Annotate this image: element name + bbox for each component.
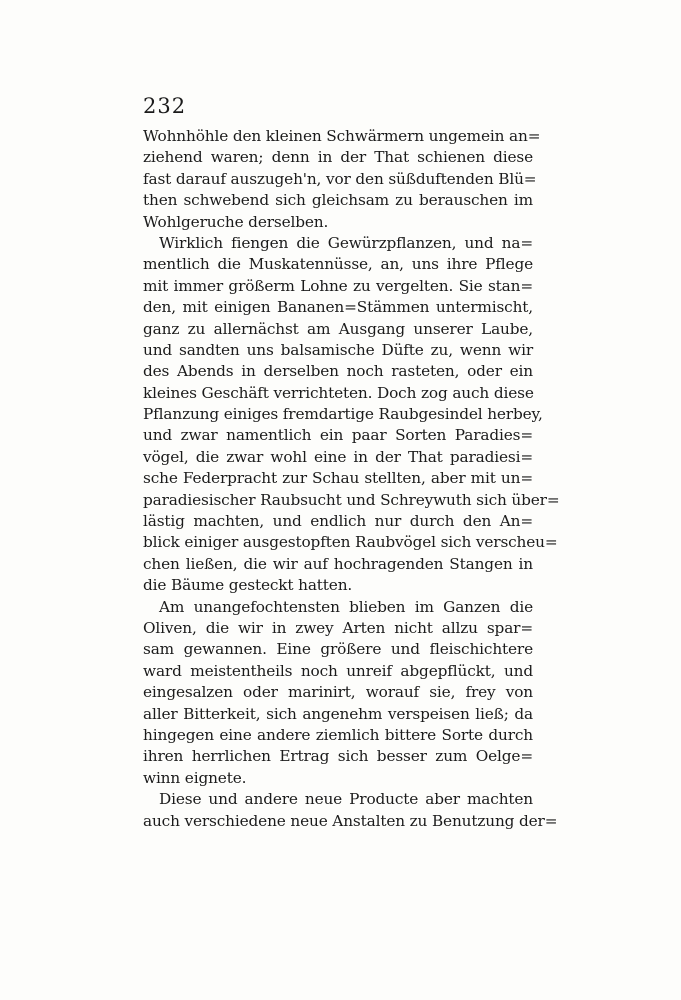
text-line: und zwar namentlich ein paar Sorten Paradies= (143, 426, 533, 445)
text-line: aller Bitterkeit, sich angenehm verspeisen ließ; da (143, 704, 533, 723)
text-line: mentlich die Muskatennüsse, an, uns ihre Pflege (143, 255, 533, 274)
text-line: ihren herrlichen Ertrag sich besser zum Oelge= (143, 747, 533, 766)
text-line: ganz zu allernächst am Ausgang unserer Laube, (143, 319, 533, 338)
text-line: fast darauf auszugeh'n, vor den süßduftenden Blü= (143, 169, 537, 188)
text-line: hingegen eine andere ziemlich bittere Sorte durch (143, 725, 533, 744)
text-line: Oliven, die wir in zwey Arten nicht allzu spar= (143, 618, 533, 637)
text-line: eingesalzen oder marinirt, worauf sie, frey von (143, 683, 533, 702)
text-line: paradiesischer Raubsucht und Schreywuth sich über= (143, 490, 560, 509)
text-line: auch verschiedene neue Anstalten zu Benutzung der= (143, 811, 558, 830)
text-line: vögel, die zwar wohl eine in der That paradiesi= (143, 447, 533, 466)
text-line: Diese und andere neue Producte aber machten (159, 790, 533, 809)
text-line: kleines Geschäft verrichteten. Doch zog auch diese (143, 383, 534, 402)
text-line: und sandten uns balsamische Düfte zu, wenn wir (143, 340, 533, 359)
text-line: den, mit einigen Bananen=Stämmen untermischt, (143, 298, 533, 317)
text-line: Wohnhöhle den kleinen Schwärmern ungemein an= (143, 127, 541, 145)
page-number: 232 (143, 94, 187, 118)
text-line: lästig machten, und endlich nur durch den An= (143, 512, 533, 531)
text-line: Pflanzung einiges fremdartige Raubgesindel herbey, (143, 405, 543, 424)
text-line: die Bäume gesteckt hatten. (143, 576, 353, 595)
text-line: ward meistentheils noch unreif abgepflückt, und (143, 661, 533, 680)
text-line: Wirklich fiengen die Gewürzpflanzen, und na= (159, 233, 533, 252)
text-line: sam gewannen. Eine größere und fleischichtere (143, 640, 533, 659)
text-line: mit immer größerm Lohne zu vergelten. Sie stan= (143, 276, 533, 295)
text-line: chen ließen, die wir auf hochragenden Stangen in (143, 554, 533, 573)
text-line: Am unangefochtensten blieben im Ganzen die (159, 597, 533, 616)
text-line: blick einiger ausgestopften Raubvögel sich verscheu= (143, 533, 558, 552)
text-line: Wohlgeruche derselben. (143, 212, 329, 231)
text-line: sche Federpracht zur Schau stellten, aber mit un= (143, 469, 533, 488)
text-line: des Abends in derselben noch rasteten, oder ein (143, 362, 533, 381)
body-text (143, 126, 560, 832)
text-line: ziehend waren; denn in der That schienen diese (143, 148, 533, 167)
text-line: then schwebend sich gleichsam zu berauschen im (143, 191, 533, 210)
text-line: winn eignete. (143, 768, 247, 787)
